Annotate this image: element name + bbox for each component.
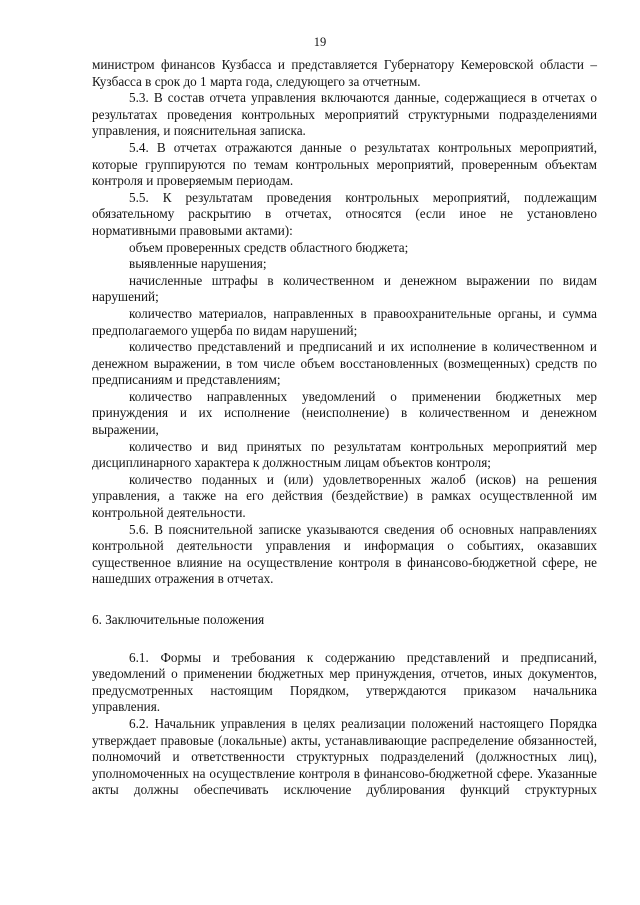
document-body — [92, 57, 597, 799]
list-item: объем проверенных средств областного бюджета; — [129, 239, 409, 255]
paragraph-6-1: 6.1. Формы и требования к содержанию представлений и предписаний, уведомлений о применении бюджетных мер принуждения, отчетов, иных документов, предусмотренных настоящим Порядком, утверждаются приказом начальника управления. — [92, 649, 597, 715]
list-item: количество представлений и предписаний и их исполнение в количественном и денежном выражении, в том числе объем восстановленных (возмещенных) средств по предписаниям и представлениям; — [92, 339, 597, 388]
list-item: количество материалов, направленных в правоохранительные органы, и сумма предполагаемого ущерба по видам нарушений; — [92, 305, 597, 338]
list-item: количество и вид принятых по результатам контрольных мероприятий мер дисциплинарного характера к должностным лицам объектов контроля; — [92, 438, 597, 471]
paragraph-5-6: 5.6. В пояснительной записке указываются сведения об основных направлениях контрольной деятельности управления и информация о событиях, оказавших существенное влияние на осуществление контроля в финансово-бюджетной сфере, не нашедших отражения в отчетах. — [92, 521, 597, 587]
paragraph-5-3: 5.3. В состав отчета управления включаются данные, содержащиеся в отчетах о результатах проведения контрольных мероприятий структурными подразделениями управления, и пояснительная записка. — [92, 90, 597, 139]
list-item: выявленные нарушения; — [129, 256, 267, 272]
paragraph-6-2: 6.2. Начальник управления в целях реализации положений настоящего Порядка утверждает правовые (локальные) акты, устанавливающие распределение обязанностей, полномочий и ответственности структурных подразделений (должностных лиц), уполномоченных на осуществление контроля в финансово-бюджетной сфере. Указанные акты должны обеспечивать исключение дублирования функций структурных — [92, 715, 597, 798]
paragraph-5-4: 5.4. В отчетах отражаются данные о результатах контрольных мероприятий, которые группируются по темам контрольных мероприятий, проверенным объектам контроля и проверяемым периодам. — [92, 139, 597, 189]
list-item: количество направленных уведомлений о применении бюджетных мер принуждения и их исполнение (неисполнение) в количественном и денежном выражении, — [92, 388, 597, 438]
section-title: 6. Заключительные положения — [92, 612, 265, 627]
paragraph-5-5: 5.5. К результатам проведения контрольных мероприятий, подлежащим обязательному раскрытию в отчетах, относятся (если иное не установлено нормативными правовыми актами): — [92, 189, 597, 238]
list-item: количество поданных и (или) удовлетворенных жалоб (исков) на решения управления, а также на его действия (бездействие) в рамках осуществленной им контрольной деятельности. — [92, 471, 597, 521]
list-item: начисленные штрафы в количественном и денежном выражении по видам нарушений; — [92, 272, 597, 305]
page-number: 19 — [313, 35, 327, 49]
paragraph-continuation: министром финансов Кузбасса и представляется Губернатору Кемеровской области – Кузбасса в срок до 1 марта года, следующего за отчетным. — [92, 57, 597, 89]
